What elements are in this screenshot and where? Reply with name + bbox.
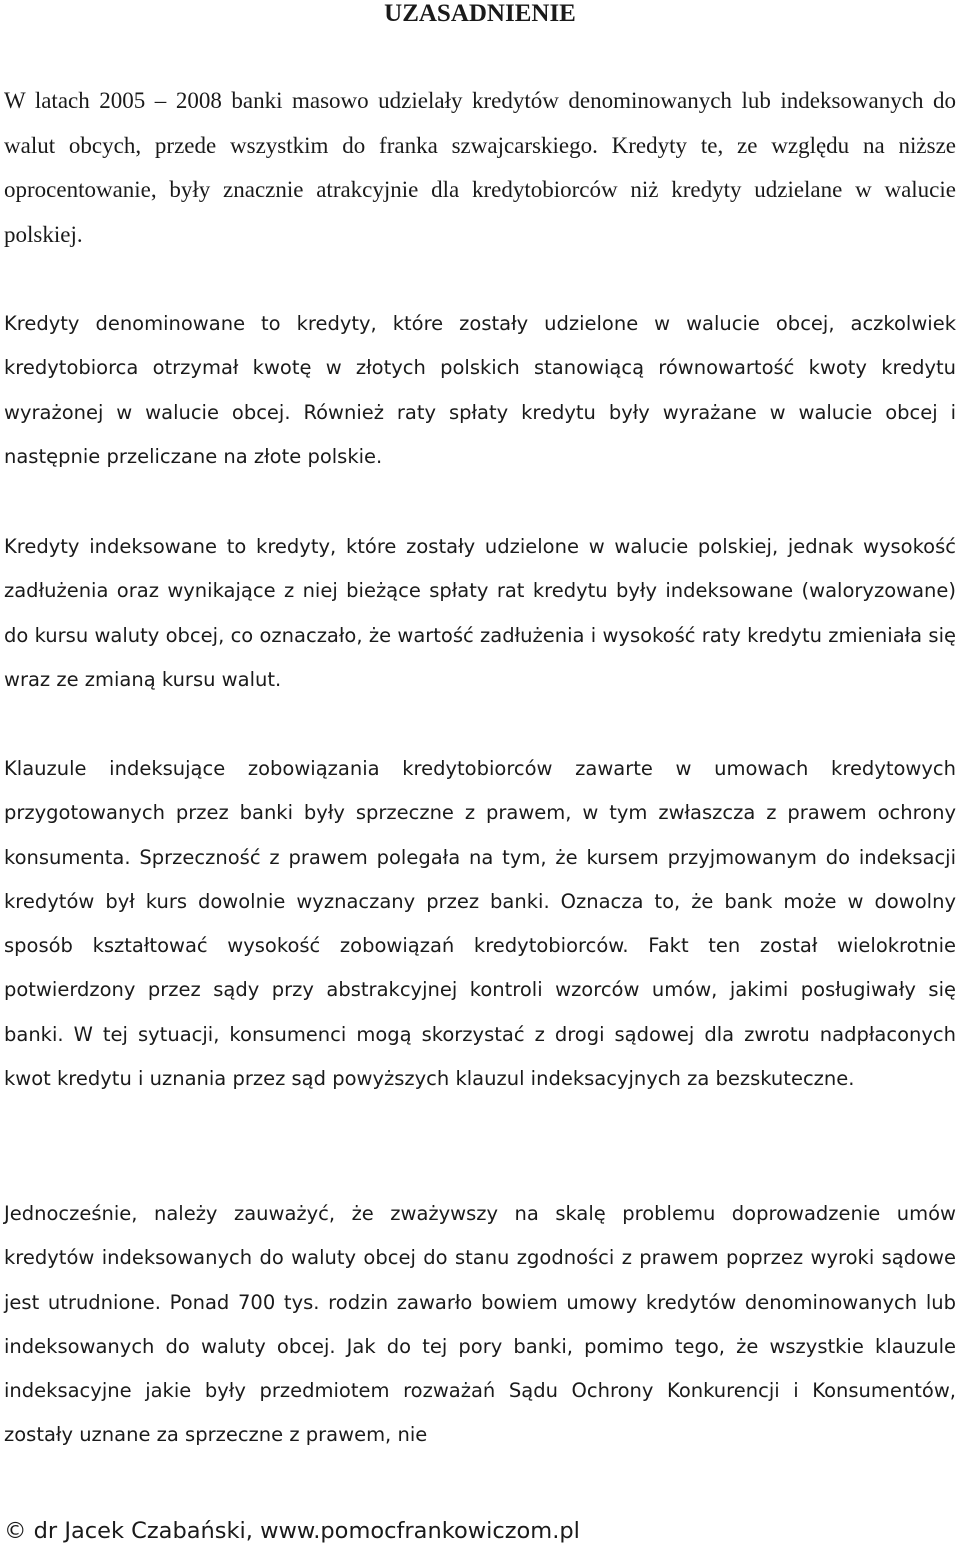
document-title: UZASADNIENIE <box>384 0 576 27</box>
paragraph-scale-of-problem: Jednocześnie, należy zauważyć, że zważywszy na skalę problemu doprowadzenie umów kredytów indeksowanych do waluty obcej do stanu zgodności z prawem poprzez wyroki sądowe jest utrudnione. Ponad 700 tys. rodzin zawarło bowiem umowy kredytów denominowanych lub indeksowanych do waluty obcej. Jak do tej pory banki, pomimo tego, że wszystkie klauzule indeksacyjne jakie były przedmiotem rozważań Sądu Ochrony Konkurencji i Konsumentów, zostały uznane za sprzeczne z prawem, nie <box>4 1202 956 1447</box>
paragraph-intro: W latach 2005 – 2008 banki masowo udzielały kredytów denominowanych lub indeksowanych do walut obcych, przede wszystkim do franka szwajcarskiego. Kredyty te, ze względu na niższe oprocentowanie, były znacznie atrakcyjnie dla kredytobiorców niż kredyty udzielane w walucie polskiej. <box>4 88 956 247</box>
paragraph-indexation-clauses: Klauzule indeksujące zobowiązania kredytobiorców zawarte w umowach kredytowych przygotowanych przez banki były sprzeczne z prawem, w tym zwłaszcza z prawem ochrony konsumenta. Sprzeczność z prawem polegała na tym, że kursem przyjmowanym do indeksacji kredytów był kurs dowolnie wyznaczany przez banki. Oznacza to, że bank może w dowolny sposób kształtować wysokość zobowiązań kredytobiorców. Fakt ten został wielokrotnie potwierdzony przez sądy przy abstrakcyjnej kontroli wzorców umów, jakimi posługiwały się banki. W tej sytuacji, konsumenci mogą skorzystać z drogi sądowej dla zwrotu nadpłaconych kwot kredytu i uznania przez sąd powyższych klauzul indeksacyjnych za bezskuteczne. <box>4 757 956 1091</box>
page-footer: © dr Jacek Czabański, www.pomocfrankowiczom.pl <box>4 1518 580 1544</box>
paragraph-denominated-loans: Kredyty denominowane to kredyty, które zostały udzielone w walucie obcej, aczkolwiek kredytobiorca otrzymał kwotę w złotych polskich stanowiącą równowartość kwoty kredytu wyrażonej w walucie obcej. Również raty spłaty kredytu były wyrażane w walucie obcej i następnie przeliczane na złote polskie. <box>4 312 956 468</box>
paragraph-indexed-loans: Kredyty indeksowane to kredyty, które zostały udzielone w walucie polskiej, jednak wysokość zadłużenia oraz wynikające z niej bieżące spłaty rat kredytu były indeksowane (waloryzowane) do kursu waluty obcej, co oznaczało, że wartość zadłużenia i wysokość raty kredytu zmieniała się wraz ze zmianą kursu walut. <box>4 535 956 691</box>
